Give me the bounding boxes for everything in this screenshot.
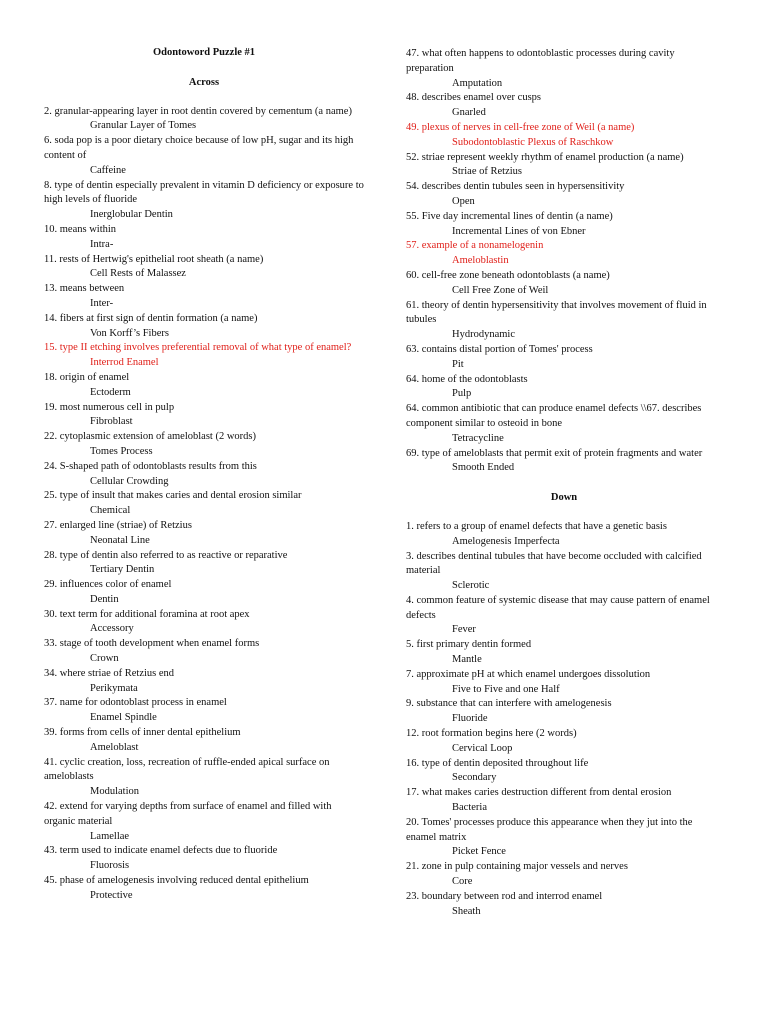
clue-answer: Ameloblastin bbox=[452, 255, 509, 267]
clue-answer: Amputation bbox=[452, 77, 503, 89]
clue-answer: Cell Free Zone of Weil bbox=[452, 284, 549, 296]
clue-text: 20. Tomes' processes produce this appearance when they jut into the enamel matrix bbox=[406, 816, 693, 843]
clue-entry bbox=[406, 594, 722, 638]
clue-entry bbox=[44, 800, 364, 844]
clue-entry bbox=[406, 890, 722, 920]
clue-answer: Dentin bbox=[90, 593, 119, 605]
right-column bbox=[406, 0, 722, 919]
clue-text: 10. means within bbox=[44, 223, 117, 235]
clue-answer: Gnarled bbox=[452, 107, 486, 119]
clue-entry bbox=[44, 401, 364, 431]
clue-answer: Protective bbox=[90, 889, 133, 901]
clue-text: 37. name for odontoblast process in enamel bbox=[44, 697, 227, 709]
clue-text: 60. cell-free zone beneath odontoblasts (a name) bbox=[406, 269, 610, 281]
clue-answer: Secondary bbox=[452, 772, 497, 784]
clue-entry bbox=[406, 373, 722, 403]
clue-text: 1. refers to a group of enamel defects that have a genetic basis bbox=[406, 520, 667, 532]
clue-text: 63. contains distal portion of Tomes' process bbox=[406, 343, 593, 355]
clue-text: 41. cyclic creation, loss, recreation of ruffle-ended apical surface on ameloblasts bbox=[44, 756, 330, 783]
clue-answer: Granular Layer of Tomes bbox=[90, 120, 197, 132]
clue-answer: Mantle bbox=[452, 654, 482, 666]
clue-text: 18. origin of enamel bbox=[44, 371, 130, 383]
clue-text: 57. example of a nonamelogenin bbox=[406, 240, 544, 252]
clue-answer: Fever bbox=[452, 624, 476, 636]
clue-entry bbox=[44, 223, 364, 253]
clue-answer: Accessory bbox=[90, 623, 134, 635]
clue-text: 3. describes dentinal tubules that have become occluded with calcified material bbox=[406, 550, 702, 577]
clue-text: 17. what makes caries destruction different from dental erosion bbox=[406, 787, 672, 799]
clue-text: 22. cytoplasmic extension of ameloblast (2 words) bbox=[44, 431, 256, 443]
clue-entry bbox=[406, 269, 722, 299]
clue-entry bbox=[44, 341, 364, 371]
clue-text: 34. where striae of Retzius end bbox=[44, 667, 175, 679]
clue-entry bbox=[406, 447, 722, 477]
clue-text: 45. phase of amelogenesis involving reduced dental epithelium bbox=[44, 875, 309, 887]
clue-entry bbox=[406, 786, 722, 816]
clue-entry bbox=[406, 816, 722, 860]
clue-answer: Picket Fence bbox=[452, 846, 506, 858]
clue-answer: Fluorosis bbox=[90, 860, 130, 872]
clue-entry bbox=[44, 578, 364, 608]
clue-entry bbox=[406, 91, 722, 121]
clue-answer: Open bbox=[452, 195, 475, 207]
clue-answer: Five to Five and one Half bbox=[452, 683, 560, 695]
clue-text: 33. stage of tooth development when enamel forms bbox=[44, 638, 260, 650]
clue-entry bbox=[406, 727, 722, 757]
clue-answer: Von Korff’s Fibers bbox=[90, 327, 169, 339]
clue-answer: Fluoride bbox=[452, 713, 488, 725]
clue-entry bbox=[406, 121, 722, 151]
down-clue-list bbox=[406, 520, 722, 920]
clue-answer: Pulp bbox=[452, 388, 472, 400]
clue-entry bbox=[406, 299, 722, 343]
clue-answer: Ameloblast bbox=[90, 741, 139, 753]
clue-text: 29. influences color of enamel bbox=[44, 579, 172, 591]
clue-answer: Smooth Ended bbox=[452, 462, 515, 474]
clue-entry bbox=[44, 844, 364, 874]
clue-answer: Tomes Process bbox=[90, 445, 153, 457]
clue-entry bbox=[406, 47, 722, 91]
clue-entry bbox=[406, 239, 722, 269]
clue-text: 19. most numerous cell in pulp bbox=[44, 401, 175, 413]
clue-answer: Inerglobular Dentin bbox=[90, 209, 173, 221]
clue-answer: Chemical bbox=[90, 505, 131, 517]
clue-text: 28. type of dentin also referred to as reactive or reparative bbox=[44, 549, 288, 561]
clue-entry bbox=[406, 520, 722, 550]
clue-text: 47. what often happens to odontoblastic processes during cavity preparation bbox=[406, 48, 675, 74]
clue-text: 9. substance that can interfere with amelogenesis bbox=[406, 698, 612, 710]
clue-answer: Neonatal Line bbox=[90, 534, 150, 546]
clue-entry bbox=[44, 489, 364, 519]
clue-answer: Amelogenesis Imperfecta bbox=[452, 535, 560, 547]
clue-text: 42. extend for varying depths from surface of enamel and filled with organic material bbox=[44, 801, 332, 827]
clue-answer: Interrod Enamel bbox=[90, 357, 159, 369]
clue-entry bbox=[44, 105, 364, 135]
clue-entry bbox=[44, 282, 364, 312]
clue-text: 25. type of insult that makes caries and dental erosion similar bbox=[44, 490, 302, 502]
clue-text: 21. zone in pulp containing major vessels and nerves bbox=[406, 861, 628, 873]
clue-text: 6. soda pop is a poor dietary choice because of low pH, sugar and its high content of bbox=[44, 135, 354, 161]
clue-text: 64. common antibiotic that can produce enamel defects \\67. describes component similar to osteoid in bone bbox=[406, 403, 702, 429]
clue-entry bbox=[44, 371, 364, 401]
clue-entry bbox=[406, 757, 722, 787]
clue-entry bbox=[44, 460, 364, 490]
clue-entry bbox=[44, 874, 364, 904]
clue-text: 5. first primary dentin formed bbox=[406, 639, 532, 651]
clue-text: 14. fibers at first sign of dentin formation (a name) bbox=[44, 312, 258, 324]
clue-answer: Cellular Crowding bbox=[90, 475, 169, 487]
clue-answer: Crown bbox=[90, 653, 119, 665]
clue-text: 24. S-shaped path of odontoblasts results from this bbox=[44, 460, 257, 472]
clue-text: 69. type of ameloblasts that permit exit of protein fragments and water bbox=[406, 447, 703, 459]
clue-entry bbox=[44, 726, 364, 756]
clue-entry bbox=[44, 549, 364, 579]
left-column bbox=[44, 0, 364, 904]
clue-text: 11. rests of Hertwig's epithelial root sheath (a name) bbox=[44, 253, 264, 265]
clue-text: 49. plexus of nerves in cell-free zone of Weil (a name) bbox=[406, 121, 635, 133]
clue-entry bbox=[44, 637, 364, 667]
clue-text: 23. boundary between rod and interrod enamel bbox=[406, 890, 603, 902]
clue-text: 30. text term for additional foramina at root apex bbox=[44, 608, 250, 620]
clue-answer: Enamel Spindle bbox=[90, 712, 157, 724]
clue-answer: Ectoderm bbox=[90, 386, 131, 398]
clue-text: 52. striae represent weekly rhythm of enamel production (a name) bbox=[406, 151, 684, 163]
page-title: Odontoword Puzzle #1 bbox=[152, 47, 256, 58]
clue-entry bbox=[44, 519, 364, 549]
clue-text: 13. means between bbox=[44, 283, 125, 295]
clue-text: 2. granular-appearing layer in root dentin covered by cementum (a name) bbox=[44, 105, 352, 117]
clue-text: 55. Five day incremental lines of dentin (a name) bbox=[406, 210, 613, 222]
clue-entry bbox=[406, 860, 722, 890]
clue-entry bbox=[44, 756, 364, 800]
clue-answer: Modulation bbox=[90, 786, 139, 798]
clue-entry bbox=[406, 550, 722, 594]
clue-answer: Bacteria bbox=[452, 802, 487, 814]
clue-entry bbox=[44, 608, 364, 638]
clue-entry bbox=[406, 210, 722, 240]
clue-text: 54. describes dentin tubules seen in hypersensitivity bbox=[406, 181, 625, 193]
across-heading: Across bbox=[188, 76, 220, 88]
clue-answer: Intra- bbox=[90, 238, 114, 250]
clue-text: 4. common feature of systemic disease that may cause pattern of enamel defects bbox=[406, 594, 710, 621]
clue-text: 7. approximate pH at which enamel undergoes dissolution bbox=[406, 668, 651, 680]
down-heading: Down bbox=[550, 492, 578, 504]
clue-entry bbox=[44, 253, 364, 283]
clue-answer: Cervical Loop bbox=[452, 742, 513, 754]
clue-answer: Incremental Lines of von Ebner bbox=[452, 225, 586, 237]
clue-answer: Striae of Retzius bbox=[452, 166, 522, 178]
clue-entry bbox=[406, 151, 722, 181]
clue-text: 43. term used to indicate enamel defects due to fluoride bbox=[44, 845, 278, 857]
clue-text: 12. root formation begins here (2 words) bbox=[406, 728, 577, 740]
clue-entry bbox=[406, 638, 722, 668]
clue-answer: Cell Rests of Malassez bbox=[90, 268, 186, 280]
clue-entry bbox=[44, 667, 364, 697]
across-clue-list-left bbox=[44, 105, 364, 904]
across-clue-list-right bbox=[406, 47, 722, 476]
clue-answer: Sheath bbox=[452, 905, 481, 917]
clue-entry bbox=[44, 696, 364, 726]
clue-answer: Pit bbox=[452, 358, 464, 370]
clue-answer: Hydrodynamic bbox=[452, 329, 515, 341]
clue-entry bbox=[406, 180, 722, 210]
clue-entry bbox=[44, 312, 364, 342]
clue-answer: Tertiary Dentin bbox=[90, 564, 155, 576]
clue-text: 8. type of dentin especially prevalent in vitamin D deficiency or exposure to high levels of fluoride bbox=[44, 179, 364, 206]
clue-text: 15. type II etching involves preferential removal of what type of enamel? bbox=[44, 342, 352, 354]
clue-answer: Tetracycline bbox=[452, 432, 504, 444]
clue-answer: Inter- bbox=[90, 297, 114, 309]
clue-answer: Perikymata bbox=[90, 682, 138, 694]
clue-answer: Caffeine bbox=[90, 164, 126, 176]
clue-entry bbox=[44, 179, 364, 223]
clue-answer: Fibroblast bbox=[90, 416, 133, 428]
clue-text: 39. forms from cells of inner dental epithelium bbox=[44, 727, 241, 739]
clue-entry bbox=[406, 697, 722, 727]
clue-answer: Core bbox=[452, 876, 473, 888]
clue-entry bbox=[44, 430, 364, 460]
clue-answer: Lamellae bbox=[90, 830, 130, 842]
clue-entry bbox=[406, 343, 722, 373]
clue-entry bbox=[44, 134, 364, 178]
clue-text: 27. enlarged line (striae) of Retzius bbox=[44, 519, 192, 531]
clue-answer: Sclerotic bbox=[452, 580, 490, 592]
clue-text: 16. type of dentin deposited throughout life bbox=[406, 757, 589, 769]
clue-text: 64. home of the odontoblasts bbox=[406, 373, 528, 385]
clue-entry bbox=[406, 668, 722, 698]
clue-answer: Subodontoblastic Plexus of Raschkow bbox=[452, 136, 614, 148]
clue-entry bbox=[406, 402, 722, 446]
clue-text: 48. describes enamel over cusps bbox=[406, 92, 541, 104]
clue-text: 61. theory of dentin hypersensitivity that involves movement of fluid in tubules bbox=[406, 299, 707, 326]
